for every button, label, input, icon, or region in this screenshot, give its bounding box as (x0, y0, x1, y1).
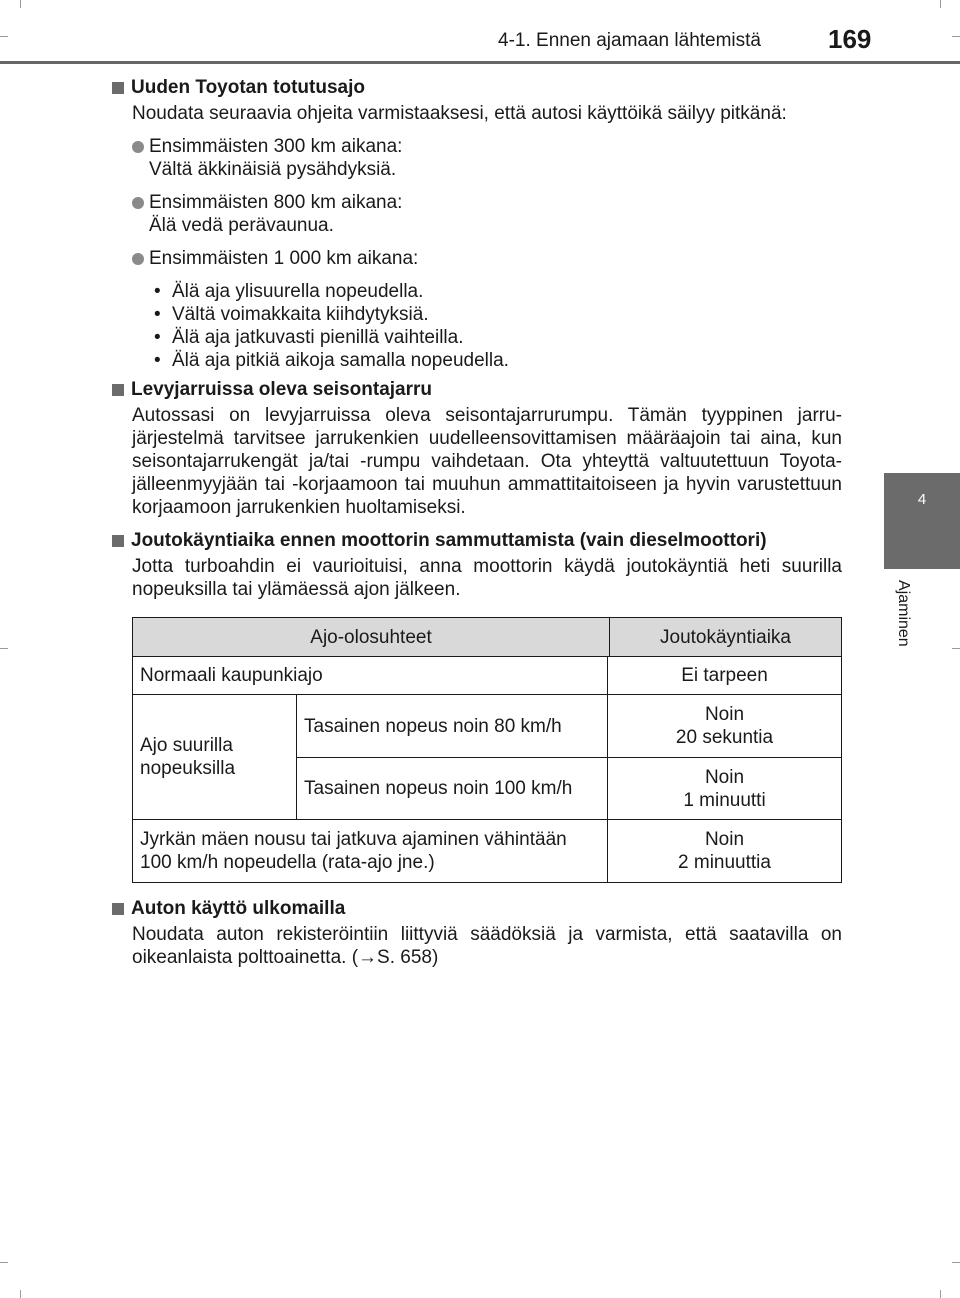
paragraph: Noudata auton rekisteröintiin liittyviä säädöksiä ja varmista, että saatavilla on oikeanlaista polttoainetta. (→S. 658) (132, 924, 842, 968)
list-item (132, 247, 842, 270)
crop-mark (20, 0, 21, 8)
table-cell-line: Ajo suurilla (140, 735, 233, 756)
chapter-label-text: Ajaminen (895, 580, 912, 647)
list-item-line: Ensimmäisten 1 000 km aikana: (149, 248, 419, 269)
crop-mark (20, 1290, 21, 1298)
square-bullet-icon (112, 384, 124, 396)
chapter-tab (884, 473, 960, 569)
sub-list-item (154, 303, 842, 326)
table-cell (133, 657, 842, 695)
table-row (133, 820, 842, 883)
idle-time-table (132, 617, 842, 883)
square-bullet-icon (112, 903, 124, 915)
square-bullet-icon (112, 535, 124, 547)
list-item-line: Ensimmäisten 800 km aikana: (149, 192, 403, 213)
table-cell-time (608, 695, 841, 757)
section-heading-text: Auton käyttö ulkomailla (131, 898, 346, 919)
table-cell-condition: Tasainen nopeus noin 80 km/h (297, 695, 608, 757)
list-item-line: Älä vedä perävaunua. (149, 215, 334, 236)
square-bullet-icon (112, 82, 124, 94)
chapter-label (892, 580, 916, 670)
dot-bullet-icon: • (154, 304, 161, 325)
section-heading-text: Joutokäyntiaika ennen moottorin sammuttamista (vain dieselmoottori) (131, 530, 767, 551)
table-cell-line: 1 minuutti (683, 789, 766, 811)
circle-bullet-icon (132, 197, 144, 209)
page-content (112, 76, 842, 969)
dot-bullet-icon: • (154, 327, 161, 348)
table-row (297, 695, 841, 758)
table-subrows (297, 695, 841, 819)
table-cell (133, 695, 842, 820)
list-item-line: Ensimmäisten 300 km aikana: (149, 136, 403, 157)
table-row (133, 657, 842, 695)
header-rule (0, 61, 960, 64)
circle-bullet-icon (132, 253, 144, 265)
table-header-cell: Joutokäyntiaika (610, 618, 842, 657)
chapter-number: 4 (917, 491, 927, 508)
table-cell-time: Ei tarpeen (681, 665, 768, 686)
crop-mark (0, 1262, 8, 1263)
crop-mark (0, 36, 8, 37)
crop-mark (952, 1262, 960, 1263)
crop-mark (940, 0, 941, 8)
table-cell-line: Jyrkän mäen nousu tai jatkuva ajaminen vähintään (140, 829, 567, 850)
sub-list-item-text: Vältä voimakkaita kiihdytyksiä. (172, 304, 429, 325)
paragraph: Autossasi on levyjarruissa oleva seisontajarrurumpu. Tämän tyyppinen jarrujärjestelmä tarvitsee jarrukenkien uudelleensovittamisen määräajoin tai aina, kun seisontajarrukengät ja/tai -rumpu vaihdetaan. Ota yhteyttä valtuutettuun Toyota-jälleenmyyjään tai -korjaamoon tai muuhun ammattitaitoiseen ja hyvin varustettuun korjaamoon jarrukenkien huoltamiseksi. (132, 405, 842, 518)
table-header-row (133, 618, 842, 657)
table-cell-line: 20 sekuntia (675, 727, 774, 748)
sub-list (154, 280, 842, 372)
crop-mark (940, 1290, 941, 1298)
table-row (297, 758, 841, 819)
table-cell-time (608, 758, 841, 819)
table-header-cell: Ajo-olosuhteet (133, 618, 610, 657)
table-cell-line: nopeuksilla (140, 758, 236, 779)
table-cell-time (608, 820, 841, 882)
section-heading-text: Levyjarruissa oleva seisontajarru (131, 379, 432, 400)
sub-list-item-text: Älä aja ylisuurella nopeudella. (172, 281, 424, 302)
list-item (132, 191, 842, 237)
crop-mark (0, 648, 8, 649)
paragraph: Noudata seuraavia ohjeita varmistaaksesi, että autosi käyttöikä säilyy pitkänä: (132, 103, 787, 124)
header-title: 4-1. Ennen ajamaan lähtemistä (498, 30, 761, 51)
table-cell-condition (133, 820, 608, 882)
section-heading (112, 529, 842, 552)
table-cell-group (133, 695, 297, 819)
sub-list-item-text: Älä aja jatkuvasti pienillä vaihteilla. (172, 327, 464, 348)
section-heading (112, 897, 842, 920)
section-heading (112, 378, 842, 401)
circle-bullet-icon (132, 141, 144, 153)
section-heading-text: Uuden Toyotan totutusajo (131, 77, 365, 98)
table-cell-condition: Normaali kaupunkiajo (133, 657, 608, 694)
page-number: 169 (828, 24, 872, 54)
section-heading (112, 76, 842, 99)
crop-mark (952, 648, 960, 649)
sub-list-item (154, 280, 842, 303)
dot-bullet-icon: • (154, 350, 161, 371)
table-cell-line: 2 minuuttia (678, 852, 771, 873)
table-cell-condition: Tasainen nopeus noin 100 km/h (297, 758, 608, 819)
table-cell-line: 100 km/h nopeudella (rata-ajo jne.) (140, 852, 435, 873)
paragraph: Jotta turboahdin ei vaurioituisi, anna moottorin käydä joutokäyntiä heti suurilla nopeuksilla tai ylämäessä ajon jälkeen. (132, 556, 842, 600)
table-row (133, 695, 842, 820)
list-item (132, 135, 842, 181)
table-cell-line: Noin (704, 704, 745, 725)
table-cell-line: Noin (704, 829, 745, 850)
sub-list-item (154, 326, 842, 349)
dot-bullet-icon: • (154, 281, 161, 302)
table-cell (133, 820, 842, 883)
table-cell-line: Noin (704, 766, 745, 788)
sub-list-item-text: Älä aja pitkiä aikoja samalla nopeudella. (172, 350, 509, 371)
crop-mark (952, 36, 960, 37)
list-item-line: Vältä äkkinäisiä pysähdyksiä. (149, 159, 397, 180)
sub-list-item (154, 349, 842, 372)
